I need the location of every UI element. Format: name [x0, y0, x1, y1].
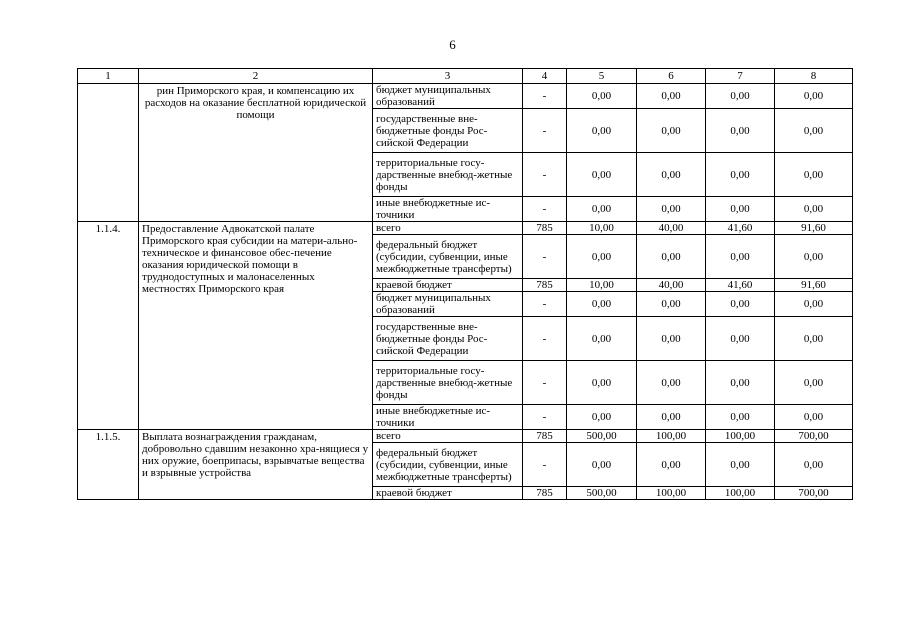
amount-col7: 0,00	[706, 292, 775, 317]
amount-col7: 0,00	[706, 197, 775, 222]
amount-col8: 700,00	[775, 487, 853, 500]
table-row	[78, 84, 853, 109]
code-value: -	[523, 84, 567, 109]
amount-col5: 10,00	[567, 222, 637, 235]
funding-source: федеральный бюджет (субсидии, субвенции, иные межбюджетные трансферты)	[373, 235, 523, 279]
code-value: -	[523, 109, 567, 153]
code-value: -	[523, 292, 567, 317]
amount-col5: 0,00	[567, 292, 637, 317]
amount-col6: 0,00	[637, 235, 706, 279]
amount-col7: 0,00	[706, 84, 775, 109]
funding-source: иные внебюджетные ис-точники	[373, 197, 523, 222]
amount-col5: 500,00	[567, 430, 637, 443]
code-value: 785	[523, 430, 567, 443]
code-value: -	[523, 197, 567, 222]
amount-col7: 41,60	[706, 279, 775, 292]
amount-col8: 0,00	[775, 109, 853, 153]
header-row	[78, 69, 853, 84]
funding-source: территориальные госу-дарственные внебюд-жетные фонды	[373, 153, 523, 197]
funding-source: бюджет муниципальных образований	[373, 84, 523, 109]
amount-col8: 0,00	[775, 405, 853, 430]
code-value: 785	[523, 222, 567, 235]
amount-col7: 0,00	[706, 443, 775, 487]
amount-col6: 100,00	[637, 430, 706, 443]
code-value: 785	[523, 487, 567, 500]
code-value: -	[523, 235, 567, 279]
item-number	[78, 84, 139, 222]
code-value: -	[523, 443, 567, 487]
amount-col6: 0,00	[637, 197, 706, 222]
amount-col5: 500,00	[567, 487, 637, 500]
amount-col7: 41,60	[706, 222, 775, 235]
code-value: -	[523, 405, 567, 430]
amount-col6: 0,00	[637, 292, 706, 317]
funding-source: государственные вне-бюджетные фонды Рос-сийской Федерации	[373, 109, 523, 153]
funding-source: территориальные госу-дарственные внебюд-жетные фонды	[373, 361, 523, 405]
amount-col7: 100,00	[706, 430, 775, 443]
column-header: 4	[523, 69, 567, 84]
amount-col5: 0,00	[567, 405, 637, 430]
amount-col5: 0,00	[567, 443, 637, 487]
funding-source: всего	[373, 222, 523, 235]
amount-col7: 0,00	[706, 317, 775, 361]
amount-col6: 0,00	[637, 443, 706, 487]
code-value: -	[523, 317, 567, 361]
amount-col6: 0,00	[637, 153, 706, 197]
amount-col7: 0,00	[706, 153, 775, 197]
funding-source: федеральный бюджет (субсидии, субвенции, иные межбюджетные трансферты)	[373, 443, 523, 487]
amount-col5: 10,00	[567, 279, 637, 292]
amount-col6: 0,00	[637, 405, 706, 430]
column-header: 2	[139, 69, 373, 84]
amount-col8: 0,00	[775, 84, 853, 109]
item-name: рин Приморского края, и компенсацию их расходов на оказание бесплатной юридической помощи	[139, 84, 373, 222]
amount-col5: 0,00	[567, 84, 637, 109]
amount-col7: 0,00	[706, 405, 775, 430]
amount-col8: 0,00	[775, 361, 853, 405]
budget-table	[77, 68, 853, 500]
amount-col8: 91,60	[775, 279, 853, 292]
code-value: -	[523, 153, 567, 197]
amount-col5: 0,00	[567, 317, 637, 361]
funding-source: краевой бюджет	[373, 279, 523, 292]
column-header: 5	[567, 69, 637, 84]
item-number: 1.1.5.	[78, 430, 139, 500]
item-number: 1.1.4.	[78, 222, 139, 430]
amount-col8: 0,00	[775, 317, 853, 361]
amount-col8: 0,00	[775, 153, 853, 197]
amount-col6: 0,00	[637, 317, 706, 361]
table-row	[78, 430, 853, 443]
amount-col6: 100,00	[637, 487, 706, 500]
item-name: Выплата вознаграждения гражданам, добровольно сдавшим незаконно хра-нящиеся у них оружие, боеприпасы, взрывчатые вещества и взрывные устройства	[139, 430, 373, 500]
amount-col5: 0,00	[567, 197, 637, 222]
amount-col5: 0,00	[567, 153, 637, 197]
funding-source: всего	[373, 430, 523, 443]
table-row	[78, 222, 853, 235]
amount-col6: 0,00	[637, 109, 706, 153]
amount-col6: 40,00	[637, 222, 706, 235]
amount-col5: 0,00	[567, 235, 637, 279]
amount-col6: 0,00	[637, 84, 706, 109]
code-value: 785	[523, 279, 567, 292]
amount-col7: 0,00	[706, 235, 775, 279]
column-header: 3	[373, 69, 523, 84]
funding-source: государственные вне-бюджетные фонды Рос-сийской Федерации	[373, 317, 523, 361]
column-header: 1	[78, 69, 139, 84]
amount-col8: 0,00	[775, 197, 853, 222]
page-number: 6	[449, 37, 456, 52]
amount-col8: 700,00	[775, 430, 853, 443]
amount-col8: 0,00	[775, 292, 853, 317]
amount-col8: 0,00	[775, 443, 853, 487]
funding-source: иные внебюджетные ис-точники	[373, 405, 523, 430]
amount-col5: 0,00	[567, 109, 637, 153]
amount-col6: 40,00	[637, 279, 706, 292]
amount-col7: 0,00	[706, 361, 775, 405]
column-header: 8	[775, 69, 853, 84]
amount-col7: 0,00	[706, 109, 775, 153]
amount-col6: 0,00	[637, 361, 706, 405]
item-name: Предоставление Адвокатской палате Приморского края субсидии на матери-ально-техническое и финансовое обес-печение оказания юридической помощи в труднодоступных и малонаселенных местностях Приморского края	[139, 222, 373, 430]
amount-col5: 0,00	[567, 361, 637, 405]
amount-col8: 91,60	[775, 222, 853, 235]
column-header: 6	[637, 69, 706, 84]
column-header: 7	[706, 69, 775, 84]
amount-col7: 100,00	[706, 487, 775, 500]
funding-source: бюджет муниципальных образований	[373, 292, 523, 317]
amount-col8: 0,00	[775, 235, 853, 279]
funding-source: краевой бюджет	[373, 487, 523, 500]
code-value: -	[523, 361, 567, 405]
